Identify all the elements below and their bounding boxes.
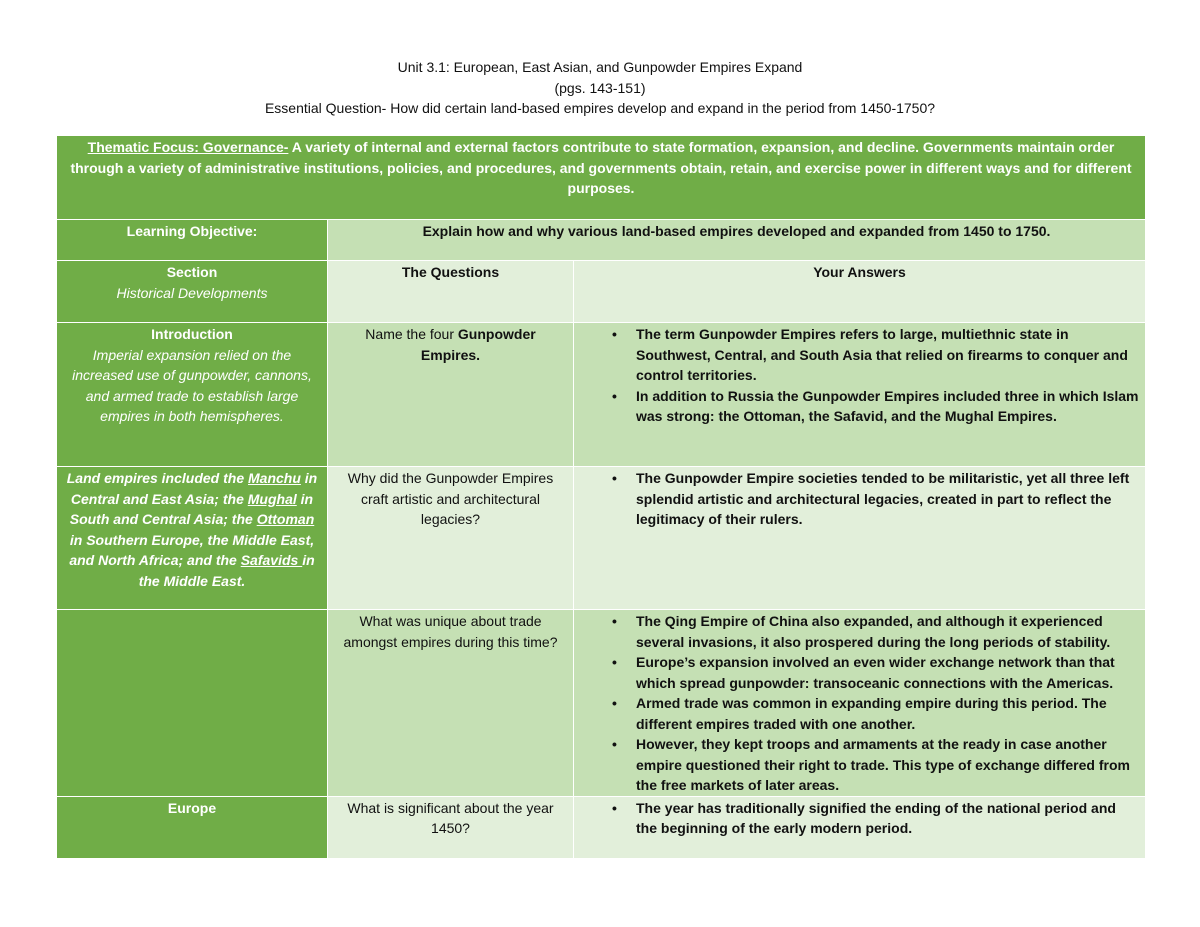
safavids-link: Safavids <box>240 552 303 568</box>
land-empires-text: Land empires included the <box>66 470 249 486</box>
table-row <box>57 467 1146 610</box>
land-empires-text: in South and Central Asia; the <box>69 490 314 527</box>
column-header-row <box>57 261 1146 323</box>
table-row <box>57 610 1146 797</box>
question-text: Name the four <box>365 326 458 342</box>
answer-list <box>580 324 1139 427</box>
answer-cell <box>574 323 1146 467</box>
answer-item: • The Gunpowder Empire societies tended to be militaristic, yet all three left splendid artistic and architectural legacies, created in part to reflect the legitimacy of their rulers. <box>636 468 1139 530</box>
section-cell-empty <box>57 610 328 797</box>
page-range: (pgs. 143-151) <box>554 79 646 96</box>
learning-objective-text: Explain how and why various land-based empires developed and expanded from 1450 to 1750. <box>328 220 1146 261</box>
answer-list <box>580 611 1139 796</box>
table-row <box>57 796 1146 858</box>
answer-item: • The term Gunpowder Empires refers to large, multiethnic state in Southwest, Central, and South Asia that relied on firearms to conquer and control territories. <box>636 324 1139 386</box>
answer-item: • The year has traditionally signified the ending of the national period and the beginning of the early modern period. <box>636 798 1139 839</box>
section-cell-land-empires <box>57 467 328 610</box>
unit-title: Unit 3.1: European, East Asian, and Gunpowder Empires Expand <box>397 59 803 75</box>
answer-item: • In addition to Russia the Gunpowder Empires included three in which Islam was strong: the Ottoman, the Safavid, and the Mughal Empires. <box>636 386 1139 427</box>
section-cell-europe: Europe <box>57 796 328 858</box>
question-cell: What is significant about the year 1450? <box>328 796 574 858</box>
answer-list <box>580 468 1139 530</box>
ottoman-link: Ottoman <box>256 511 315 527</box>
mughal-link: Mughal <box>247 490 297 507</box>
land-empires-text: in Southern Europe, the Middle East, and North Africa; and the <box>69 531 315 568</box>
land-empires-text: in the Middle East. <box>138 552 315 589</box>
answer-item: • Armed trade was common in expanding empire during this period. The different empires traded with one another. <box>636 693 1139 734</box>
answer-item: • However, they kept troops and armaments at the ready in case another empire questioned their right to trade. This type of exchange differed from the free markets of later areas. <box>636 734 1139 796</box>
section-note: Imperial expansion relied on the increased use of gunpowder, cannons, and armed trade to establish large empires in both hemispheres. <box>72 346 312 424</box>
thematic-focus-text: A variety of internal and external factors contribute to state formation, expansion, and decline. Governments maintain order through a variety of administrative institutions, policies, and procedures, and governments obtain, retain, and exercise power in different ways and for different purposes. <box>70 139 1132 196</box>
question-emphasis: Gunpowder Empires. <box>420 326 536 363</box>
learning-objective-label: Learning Objective: <box>57 220 328 261</box>
document-header <box>0 57 1200 119</box>
answer-item: • The Qing Empire of China also expanded, and although it experienced several invasions, it also prospered during the long periods of stability. <box>636 611 1139 652</box>
question-cell: Why did the Gunpowder Empires craft artistic and architectural legacies? <box>328 467 574 610</box>
learning-objective-row <box>57 220 1146 261</box>
section-header-title: Section <box>166 264 218 280</box>
land-empires-text: in Central and East Asia; the <box>70 470 318 507</box>
answer-list <box>580 798 1139 839</box>
thematic-focus-row <box>57 136 1146 220</box>
answer-cell <box>574 796 1146 858</box>
questions-header: The Questions <box>328 261 574 323</box>
thematic-focus-label: Thematic Focus: Governance- <box>87 139 289 155</box>
table-row <box>57 323 1146 467</box>
answer-cell <box>574 610 1146 797</box>
section-header <box>57 261 328 323</box>
notes-table <box>56 135 1146 859</box>
essential-question: Essential Question- How did certain land-based empires develop and expand in the period from 1450-1750? <box>264 100 936 116</box>
question-cell <box>328 323 574 467</box>
answer-item: • Europe’s expansion involved an even wider exchange network than that which spread gunpowder: transoceanic connections with the Americas. <box>636 652 1139 693</box>
answers-header: Your Answers <box>574 261 1146 323</box>
section-title: Introduction <box>151 326 233 342</box>
manchu-link: Manchu <box>248 470 301 486</box>
question-cell: What was unique about trade amongst empires during this time? <box>328 610 574 797</box>
section-header-subtitle: Historical Developments <box>116 284 268 301</box>
section-cell-introduction <box>57 323 328 467</box>
thematic-focus-cell <box>57 136 1146 220</box>
answer-cell <box>574 467 1146 610</box>
